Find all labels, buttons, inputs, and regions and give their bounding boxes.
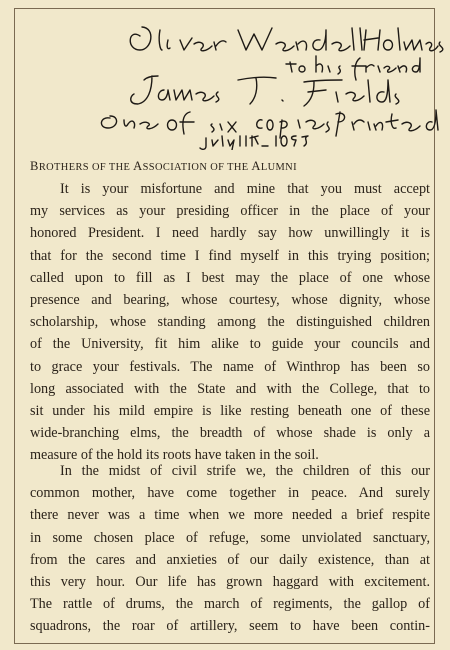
text-line: wide-branching elms, the breadth of whose shade is only a	[30, 425, 430, 442]
text-line: of the University, fit him alike to guide your councils and	[30, 336, 430, 353]
text-line: In the midst of civil strife we, the children of this our	[60, 463, 430, 479]
text-line: honored President. I need hardly say how unwillingly it is	[30, 225, 430, 242]
heading-word-cap: A	[251, 159, 261, 173]
section-heading	[30, 159, 297, 174]
heading-word-rest: ROTHERS OF THE	[38, 162, 131, 173]
handwritten-inscription	[0, 0, 450, 150]
text-line: from the cares and anxieties of our daily existence, than at	[30, 551, 430, 568]
heading-word-rest: SSOCIATION OF THE	[142, 162, 249, 173]
text-line: measure of the hold its roots have taken in the soil.	[30, 447, 319, 464]
text-line: that for the second time I find myself in this trying position;	[30, 247, 430, 264]
heading-word-cap: B	[30, 159, 39, 173]
text-line: sit under his mild empire is like resting beneath one of these	[30, 402, 430, 419]
text-line: to grace your festivals. The name of Winthrop has been so	[30, 358, 430, 375]
text-line: this very hour. Our life has grown haggard with excitement.	[30, 573, 430, 590]
text-line: my services as your presiding officer in the place of your	[30, 203, 430, 220]
text-line: The rattle of drums, the march of regiments, the gallop of	[30, 596, 430, 613]
text-line: long associated with the State and with the College, that to	[30, 380, 430, 397]
text-line: common mother, have come together in peace. And surely	[30, 485, 430, 502]
text-line: there never was a time when we more needed a brief respite	[30, 507, 430, 524]
text-line: in some chosen place of refuge, some unviolated sanctuary,	[30, 529, 430, 546]
paragraph-1	[30, 178, 430, 466]
text-line: It is your misfortune and mine that you must accept	[60, 181, 430, 197]
heading-word-rest: LUMNI	[260, 162, 297, 173]
text-line: presence and bearing, whose courtesy, whose dignity, whose	[30, 291, 430, 308]
paragraph-2	[30, 460, 430, 638]
text-line: squadrons, the roar of artillery, seem to have been contin-	[30, 618, 430, 635]
heading-word-cap: A	[133, 159, 143, 173]
text-line: scholarship, whose standing among the distinguished children	[30, 314, 430, 331]
text-line: called upon to fill as I best may the place of one whose	[30, 269, 430, 286]
